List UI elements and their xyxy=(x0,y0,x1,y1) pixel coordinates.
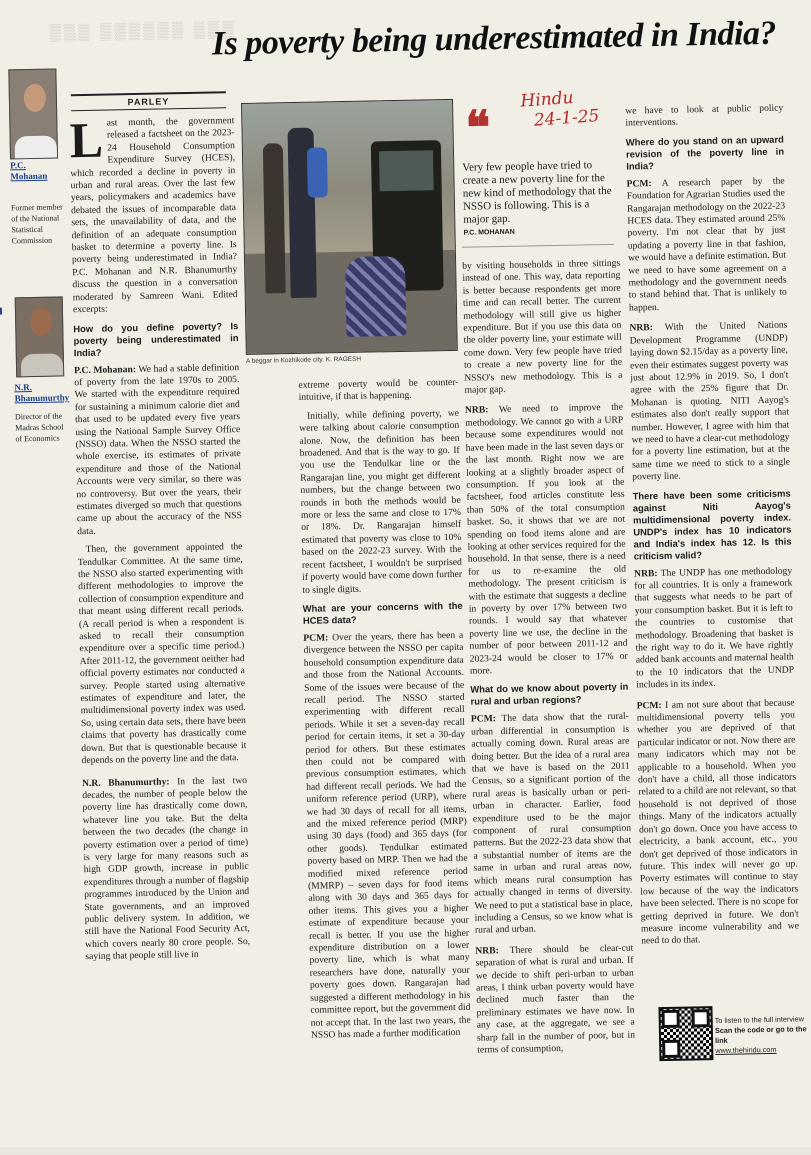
qr-code-icon[interactable] xyxy=(658,1006,713,1061)
answer-paragraph: NRB: With the United Nations Development Programme (UNDP) laying down $2.15/day as a poverty line, even their estimates suggest poverty was just about 12.9% in 2019. So, I don't agree with the 25% figure that Dr. Mohanan is quoting. NITI Aayog's estimates also don't really support that number. However, I agree with him that we need to have a clear-cut methodology for a poverty line estimation, but at the same time we need to stick to a single poverty line. xyxy=(629,319,791,483)
qr-link[interactable]: www.thehindu.com xyxy=(715,1044,777,1056)
headline: Is poverty being underestimated in India? xyxy=(211,14,777,63)
answer-paragraph: P.C. Mohanan: We had a stable definition of poverty from the late 1970s to 2005. We started with the expenditure required for sustaining a minimum calorie diet and that used to be updated every five years using the National Sample Survey Office (NSSO) data. When the NSSO started the whole exercise, its estimates of private expenditure and those of the National Accounts were very similar, so there was no controversy. But over the years, their estimates diverged so much that questions came up about the accuracy of the NSS data. xyxy=(73,361,243,537)
question-3: What do we know about poverty in rural and urban regions? xyxy=(470,681,629,708)
divider xyxy=(462,244,614,248)
answer-paragraph: NRB: We need to improve the methodology. We cannot go with a URP because some expenditures would not have been made in the last seven days or the last month. Right now we are looking at a slightly broader aspect of consumption. If you look at the factsheet, food articles constitute less than 50% of the total consumption basket. So, it shows that we are not spending on food items alone and are looking at other services required for the household. In that sense, there is a need for us to re-examine the old methodology. The present criticism is with the estimate that suggests a decline in poverty by over 17% between two rounds. I would say that whatever poverty line we use, the decline in the number of poor between 2011-12 and 2023-24 would be closer to 17% or more. xyxy=(464,402,628,677)
pull-quote xyxy=(462,159,613,237)
photo-caption: A beggar in Kozhikode city. K. RAGESH xyxy=(245,355,362,365)
question-5: There have been some criticisms against Niti Aayog's multidimensional poverty index. UNDP's index has 10 indicators and India's index has 12. Is this criticism valid? xyxy=(632,487,792,562)
participant-role-2: Director of the Madras School of Economics xyxy=(14,411,64,444)
qr-line-2: Scan the code or go to the link xyxy=(714,1024,807,1046)
bhanumurthy-photo xyxy=(15,296,65,377)
question-4: Where do you stand on an upward revision of the poverty line in India? xyxy=(625,133,785,172)
answer-paragraph: PCM: The data show that the rural-urban differential in consumption is actually coming down. Rural areas are doing better. But the idea of a rural area that we have is based on the 2011 Census, so a significant portion of the rural areas is basically urban or peri-urban in character. Earlier, food expenditure used to be the major component of rural consumption patterns. But the 2022-23 data show that a substantial number of items are the same in urban and rural areas now, which means rural consumption has actually changed in terms of diversity. We need to put a statistical base in place, including a Census, so we know what is rural and urban. xyxy=(470,711,633,936)
participant-role-1: Former member of the National Statistical Commission xyxy=(10,202,63,246)
pull-quote-text: Very few people have tried to create a new poverty line for the new kind of methodology that the NSSO is following. This is a major gap. xyxy=(462,159,612,226)
answer-paragraph: Then, the government appointed the Tendulkar Committee. At the same time, the NSSO also started experimenting with different methodologies to improve the collection of consumption expenditure and that meant using different recall periods. (A recall period is when a respondent is asked to recall their consumption expenditure over a specific time period.) After 2011-12, the government neither had official poverty estimates nor conducted a survey. People started using alternative estimates of expenditure and later, the multidimensional poverty index was used. So, using certain data sets, there have been claims that poverty has drastically come down. But that is questionable because it depends on the poverty line and the data. xyxy=(77,541,247,767)
column-1 xyxy=(69,111,251,970)
column-4 xyxy=(625,103,799,955)
qr-line-1: To listen to the full interview xyxy=(714,1014,805,1026)
column-3 xyxy=(462,258,635,1063)
pull-quote-attribution: P.C. MOHANAN xyxy=(463,228,515,237)
question-2: What are your concerns with the HCES data? xyxy=(302,599,463,626)
paragraph: by visiting households in three sittings instead of one. This way, data reporting is better because respondents get more time and can recall better. The current methodology will still give us higher expenditure. But if you use this data on the older poverty line, your estimate will come down. Very few people have tried to create a new poverty line for the NSSO's new methodology. This is a major gap. xyxy=(462,257,623,396)
beggar-photo xyxy=(241,99,458,355)
answer-paragraph: NRB: The UNDP has one methodology for all countries. It is only a framework that suggests what needs to be part of your consumption basket. But it is left to the countries to customise that methodology. Broadening that basket is the right way to do it. We have rightly added bank accounts and maternal health to the 10 indicators that the UNDP includes in its index. xyxy=(634,565,795,691)
bullet-mark xyxy=(0,308,2,315)
intro-paragraph: Last month, the government released a factsheet on the 2023-24 Household Consumption Expenditure Survey (HCES), which recorded a decline in poverty in urban and rural areas. Over the last few years, policymakers and academics have debated the issues of incomparable data sets, the unavailability of data, and the definition of an adequate consumption basket to determine a poverty line. Is poverty being underestimated in India? P.C. Mohanan and N.R. Bhanumurthy discuss the question in a conversation moderated by Samreen Wani. Edited excerpts: xyxy=(69,111,238,316)
participant-name-1: P.C. Mohanan xyxy=(10,160,48,182)
paragraph: Initially, while defining poverty, we were talking about calorie consumption alone. Now, the definition has been broadened. And that is the way to go. If you use the Tendulkar line or the Rangarajan line, you might get different numbers, but the change between two rounds in both the methods would be more or less the same and close to 17% or 18%. Dr. Rangarajan himself estimated that poverty was close to 10% based on the 2022-23 survey. With the recent factsheet, I wouldn't be surprised if poverty would have come down further to single digits. xyxy=(299,407,463,596)
quote-mark-icon: ❝ xyxy=(465,102,491,154)
handwritten-note: Hindu 24-1-25 xyxy=(519,87,601,131)
participant-name-2: N.R. Bhanumurthy xyxy=(14,382,70,404)
column-2 xyxy=(298,377,471,1048)
drop-cap: L xyxy=(69,111,104,169)
answer-paragraph: PCM: I am not sure about that because multidimensional poverty tells you whether you are deprived of that particular indicator or not. Now there are many indicators which may not be applicable to a household. When you don't have a child, all those indicators related to a child are not relevant, so that household is not deprived of those things. Many of the indicators actually don't go down. Once you have access to electricity, a bank account, etc., you don't get deprived of those indicators in future. This index will never go up. Poverty estimates will continue to stay low because of the way the indicators have been selected. There is no scope for getting deprived in future. We don't measure income vulnerability and we need to do that. xyxy=(636,697,800,947)
answer-paragraph: PCM: A research paper by the Foundation for Agrarian Studies used the Rangarajan methodology on the 2022-23 HCES data. They estimated around 25% poverty. I'm not clear that by just updating a poverty line in that fashion, we would have a definite estimation. But we need to have some agreement on a methodology and the government needs to stand behind that. That is unlikely to happen. xyxy=(626,175,787,314)
mohanan-photo xyxy=(8,69,58,160)
answer-paragraph: NRB: There should be clear-cut separation of what is rural and urban. If we decide to shift peri-urban to urban areas, I think urban poverty would have declined much faster than the preliminary estimates we have now. In any case, at the aggregate, we see a sharp fall in the number of poor, but in terms of consumption, xyxy=(475,942,636,1056)
paragraph: extreme poverty would be counter-intuitive, if that is happening. xyxy=(298,376,459,404)
answer-paragraph: N.R. Bhanumurthy: In the last two decades, the number of people below the poverty line has drastically come down, whatever line you take. But the delta between the two decades (the change in poverty estimation over a period of time) is very large for many reasons such as high GDP growth, increase in public expenditures through a number of flagship programmes introduced by the Union and State governments, and an improved public delivery system. In addition, we still have the National Food Security Act, which covers nearly 80 crore people. So, saying that people still live in xyxy=(81,774,251,963)
faint-masthead-bleed: ▒▒▒ ▒▒▒▒▒▒ ▒▒▒ xyxy=(49,21,237,42)
section-label: PARLEY xyxy=(71,91,226,111)
question-1: How do you define poverty? Is poverty being underestimated in India? xyxy=(73,319,239,358)
paragraph: we have to look at public policy interventions. xyxy=(625,102,784,129)
qr-instructions xyxy=(715,1014,811,1056)
answer-paragraph: PCM: Over the years, there has been a divergence between the NSSO per capita household consumption expenditure data and those from the National Accounts. Some of the issues were because of the recall period. The NSSO started experimenting with different recall periods. While it set a seven-day recall period for certain items, it set a 30-day period for others. But these estimates then could not be compared with previous consumption estimates, which had different recall periods. We had the uniform reference period (URP), where we had 30 days of recall for all items, and the mixed reference period (MRP) using 30 days (food) and 365 days (for other goods). Tendulkar estimated poverty based on MRP. Then we had the modified mixed reference period (MMRP) – seven days for food items along with 30 days and 365 days for other items. This gives you a higher estimate of expenditure because your recall is better. If you use the higher expenditure distribution on a lower poverty line, which is what many researchers have done, naturally your poverty goes down. Rangarajan had suggested a different methodology in his committee report, but the government did not accept that. In the last two years, the NSSO has made a further modification xyxy=(303,629,471,1041)
